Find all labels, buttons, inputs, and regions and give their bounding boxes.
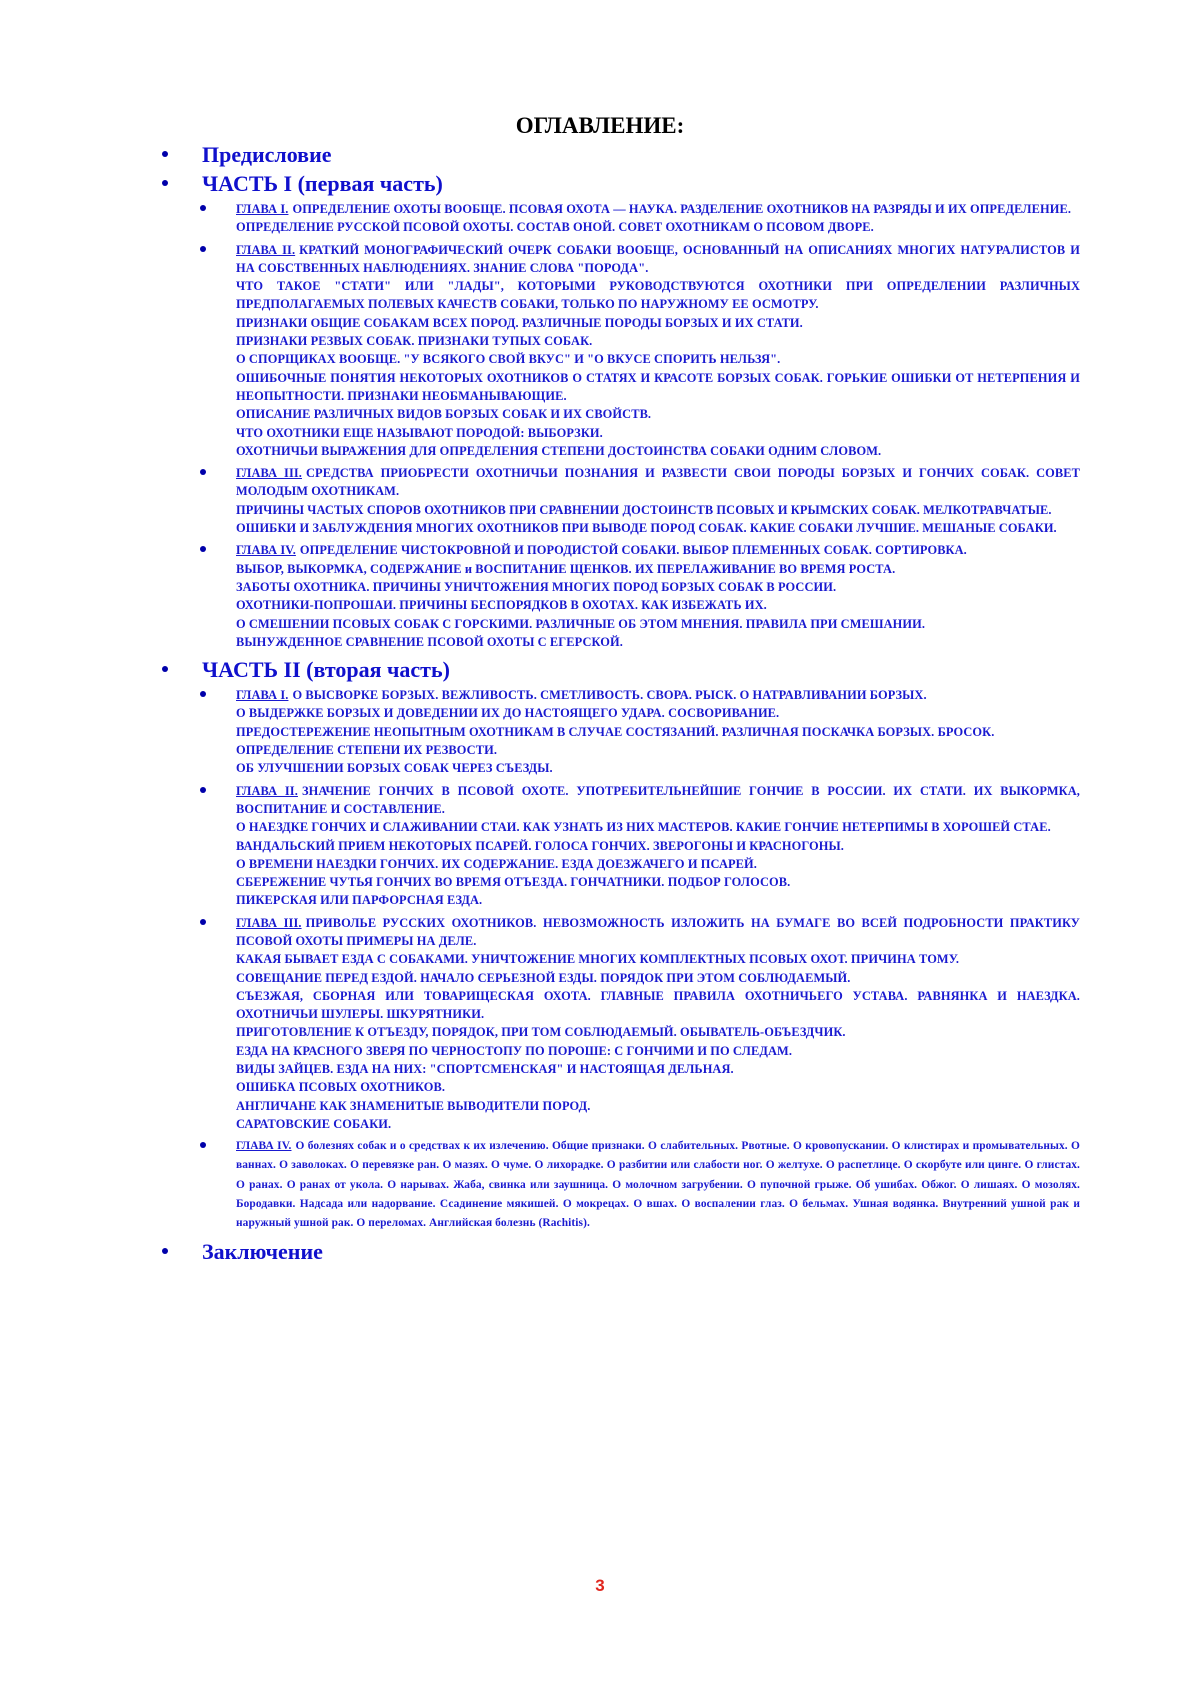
bullet-icon bbox=[200, 546, 206, 552]
chapter-line: ПРИЧИНЫ ЧАСТЫХ СПОРОВ ОХОТНИКОВ ПРИ СРАВНЕНИИ ДОСТОИНСТВ ПСОВЫХ И КРЫМСКИХ СОБАК. МЕЛКОТРАВЧАТЫЕ. bbox=[236, 502, 1052, 517]
part-title: Предисловие bbox=[202, 142, 332, 167]
toc-chapter bbox=[162, 541, 1080, 651]
chapter-line: ЗАБОТЫ ОХОТНИКА. ПРИЧИНЫ УНИЧТОЖЕНИЯ МНОГИХ ПОРОД БОРЗЫХ СОБАК В РОССИИ. bbox=[236, 579, 837, 594]
page-number: 3 bbox=[595, 1576, 605, 1595]
chapter-line: ОПРЕДЕЛЕНИЕ СТЕПЕНИ ИХ РЕЗВОСТИ. bbox=[236, 743, 498, 758]
chapter-line: ВЫНУЖДЕННОЕ СРАВНЕНИЕ ПСОВОЙ ОХОТЫ С ЕГЕРСКОЙ. bbox=[236, 634, 623, 649]
chapter-line: ПРИГОТОВЛЕНИЕ К ОТЪЕЗДУ, ПОРЯДОК, ПРИ ТОМ СОБЛЮДАЕМЫЙ. ОБЫВАТЕЛЬ-ОБЪЕЗДЧИК. bbox=[236, 1025, 846, 1040]
chapter-line: ОХОТНИКИ-ПОПРОШАИ. ПРИЧИНЫ БЕСПОРЯДКОВ В ОХОТАХ. КАК ИЗБЕЖАТЬ ИХ. bbox=[236, 598, 767, 613]
chapter-label: ГЛАВА I. bbox=[236, 688, 289, 703]
chapter-line: ПИКЕРСКАЯ ИЛИ ПАРФОРСНАЯ ЕЗДА. bbox=[236, 893, 483, 908]
toc-title: ОГЛАВЛЕНИЕ: bbox=[515, 113, 685, 138]
chapter-line: ОПРЕДЕЛЕНИЕ РУССКОЙ ПСОВОЙ ОХОТЫ. СОСТАВ ОНОЙ. СОВЕТ ОХОТНИКАМ О ПСОВОМ ДВОРЕ. bbox=[236, 220, 874, 235]
chapter-label: ГЛАВА II. bbox=[236, 783, 298, 798]
chapter-line: О СПОРЩИКАХ ВООБЩЕ. "У ВСЯКОГО СВОЙ ВКУС" И "О ВКУСЕ СПОРИТЬ НЕЛЬЗЯ". bbox=[236, 352, 781, 367]
toc-chapter bbox=[162, 464, 1080, 537]
chapter-line: ПРИЗНАКИ РЕЗВЫХ СОБАК. ПРИЗНАКИ ТУПЫХ СОБАК. bbox=[236, 334, 593, 349]
chapter-line bbox=[236, 914, 1080, 951]
chapter-line: ВЫБОР, ВЫКОРМКА, СОДЕРЖАНИЕ и ВОСПИТАНИЕ ЩЕНКОВ. ИХ ПЕРЕЛАЖИВАНИЕ ВО ВРЕМЯ РОСТА. bbox=[236, 561, 896, 576]
chapter-label: ГЛАВА IV. bbox=[236, 1140, 292, 1153]
chapter-line: ПРЕДОСТЕРЕЖЕНИЕ НЕОПЫТНЫМ ОХОТНИКАМ В СЛУЧАЕ СОСТЯЗАНИЙ. РАЗЛИЧНАЯ ПОСКАЧКА БОРЗЫХ. БРОСОК. bbox=[236, 724, 995, 739]
chapter-text: КРАТКИЙ МОНОГРАФИЧЕСКИЙ ОЧЕРК СОБАКИ ВООБЩЕ, ОСНОВАННЫЙ НА ОПИСАНИЯХ МНОГИХ НАТУРАЛИСТОВ И НА СОБСТВЕННЫХ НАБЛЮДЕНИЯХ. ЗНАНИЕ СЛОВА "ПОРОДА". bbox=[236, 242, 1080, 275]
chapter-list bbox=[162, 200, 1080, 651]
toc-part bbox=[162, 1237, 1080, 1266]
chapter-text: ОПРЕДЕЛЕНИЕ ЧИСТОКРОВНОЙ И ПОРОДИСТОЙ СОБАКИ. ВЫБОР ПЛЕМЕННЫХ СОБАК. СОРТИРОВКА. bbox=[299, 543, 967, 558]
toc-part bbox=[162, 655, 1080, 1233]
chapter-line bbox=[236, 782, 1080, 819]
chapter-line bbox=[236, 686, 1080, 704]
chapter-line: ОШИБКА ПСОВЫХ ОХОТНИКОВ. bbox=[236, 1080, 446, 1095]
chapter-line: КАКАЯ БЫВАЕТ ЕЗДА С СОБАКАМИ. УНИЧТОЖЕНИЕ МНОГИХ КОМПЛЕКТНЫХ ПСОВЫХ ОХОТ. ПРИЧИНА ТОМУ. bbox=[236, 952, 960, 967]
chapter-text: СРЕДСТВА ПРИОБРЕСТИ ОХОТНИЧЬИ ПОЗНАНИЯ И РАЗВЕСТИ СВОИ ПОРОДЫ БОРЗЫХ И ГОНЧИХ СОБАК. СОВЕТ МОЛОДЫМ ОХОТНИКАМ. bbox=[236, 466, 1080, 499]
chapter-line: ОБ УЛУЧШЕНИИ БОРЗЫХ СОБАК ЧЕРЕЗ СЪЕЗДЫ. bbox=[236, 761, 553, 776]
chapter-line: О ВЫДЕРЖКЕ БОРЗЫХ И ДОВЕДЕНИИ ИХ ДО НАСТОЯЩЕГО УДАРА. СОСВОРИВАНИЕ. bbox=[236, 706, 780, 721]
chapter-line bbox=[236, 464, 1080, 501]
bullet-icon bbox=[200, 246, 206, 252]
chapter-line: О ВРЕМЕНИ НАЕЗДКИ ГОНЧИХ. ИХ СОДЕРЖАНИЕ. ЕЗДА ДОЕЗЖАЧЕГО И ПСАРЕЙ. bbox=[236, 856, 757, 871]
part-title: Заключение bbox=[202, 1239, 323, 1265]
bullet-icon bbox=[200, 787, 206, 793]
chapter-line: О СМЕШЕНИИ ПСОВЫХ СОБАК С ГОРСКИМИ. РАЗЛИЧНЫЕ ОБ ЭТОМ МНЕНИЯ. ПРАВИЛА ПРИ СМЕШАНИИ. bbox=[236, 616, 926, 631]
bullet-icon bbox=[200, 919, 206, 925]
toc-chapter bbox=[162, 200, 1080, 237]
toc-chapter bbox=[162, 782, 1080, 910]
bullet-icon bbox=[200, 205, 206, 211]
chapter-line bbox=[236, 541, 1080, 559]
toc-part bbox=[162, 140, 1080, 169]
toc-part bbox=[162, 169, 1080, 651]
toc-chapter bbox=[162, 1137, 1080, 1233]
bullet-icon bbox=[200, 1142, 206, 1148]
chapter-line bbox=[236, 200, 1080, 218]
bullet-icon bbox=[200, 691, 206, 697]
chapter-line: ВИДЫ ЗАЙЦЕВ. ЕЗДА НА НИХ: "СПОРТСМЕНСКАЯ" И НАСТОЯЩАЯ ДЕЛЬНАЯ. bbox=[236, 1062, 734, 1077]
chapter-label: ГЛАВА II. bbox=[236, 242, 296, 257]
chapter-line: ОШИБОЧНЫЕ ПОНЯТИЯ НЕКОТОРЫХ ОХОТНИКОВ О СТАТЯХ И КРАСОТЕ БОРЗЫХ СОБАК. ГОРЬКИЕ ОШИБКИ ОТ НЕТЕРПЕНИЯ И НЕОПЫТНОСТИ. ПРИЗНАКИ НЕОБМАНЫВАЮЩИЕ. bbox=[236, 370, 1080, 403]
chapter-text: О ВЫСВОРКЕ БОРЗЫХ. ВЕЖЛИВОСТЬ. СМЕТЛИВОСТЬ. СВОРА. РЫСК. О НАТРАВЛИВАНИИ БОРЗЫХ. bbox=[292, 688, 927, 703]
chapter-line: ОХОТНИЧЬИ ВЫРАЖЕНИЯ ДЛЯ ОПРЕДЕЛЕНИЯ СТЕПЕНИ ДОСТОИНСТВА СОБАКИ ОДНИМ СЛОВОМ. bbox=[236, 443, 882, 458]
chapter-line: ОШИБКИ И ЗАБЛУЖДЕНИЯ МНОГИХ ОХОТНИКОВ ПРИ ВЫВОДЕ ПОРОД СОБАК. КАКИЕ СОБАКИ ЛУЧШИЕ. МЕШАНЫЕ СОБАКИ. bbox=[236, 521, 1057, 536]
chapter-line: СБЕРЕЖЕНИЕ ЧУТЬЯ ГОНЧИХ ВО ВРЕМЯ ОТЪЕЗДА. ГОНЧАТНИКИ. ПОДБОР ГОЛОСОВ. bbox=[236, 875, 791, 890]
chapter-text: ЗНАЧЕНИЕ ГОНЧИХ В ПСОВОЙ ОХОТЕ. УПОТРЕБИТЕЛЬНЕЙШИЕ ГОНЧИЕ В РОССИИ. ИХ СТАТИ. ИХ ВЫКОРМКА, ВОСПИТАНИЕ И СОСТАВЛЕНИЕ. bbox=[236, 783, 1080, 816]
chapter-line: ОПИСАНИЕ РАЗЛИЧНЫХ ВИДОВ БОРЗЫХ СОБАК И ИХ СВОЙСТВ. bbox=[236, 407, 652, 422]
toc-chapter bbox=[162, 686, 1080, 777]
toc-list bbox=[162, 140, 1080, 1266]
part-title: ЧАСТЬ I (первая часть) bbox=[202, 171, 443, 196]
chapter-text: ПРИВОЛЬЕ РУССКИХ ОХОТНИКОВ. НЕВОЗМОЖНОСТЬ ИЗЛОЖИТЬ НА БУМАГЕ ВО ВСЕЙ ПОДРОБНОСТИ ПРАКТИКУ ПСОВОЙ ОХОТЫ ПРИМЕРЫ НА ДЕЛЕ. bbox=[236, 915, 1080, 948]
bullet-icon bbox=[162, 1248, 168, 1254]
chapter-label: ГЛАВА III. bbox=[236, 915, 302, 930]
chapter-label: ГЛАВА I. bbox=[236, 202, 289, 216]
bullet-icon bbox=[162, 666, 168, 672]
chapter-line: САРАТОВСКИЕ СОБАКИ. bbox=[236, 1116, 392, 1131]
chapter-line: ЕЗДА НА КРАСНОГО ЗВЕРЯ ПО ЧЕРНОСТОПУ ПО ПОРОШЕ: С ГОНЧИМИ И ПО СЛЕДАМ. bbox=[236, 1043, 793, 1058]
chapter-line: ПРИЗНАКИ ОБЩИЕ СОБАКАМ ВСЕХ ПОРОД. РАЗЛИЧНЫЕ ПОРОДЫ БОРЗЫХ И ИХ СТАТИ. bbox=[236, 315, 803, 330]
chapter-line: СОВЕЩАНИЕ ПЕРЕД ЕЗДОЙ. НАЧАЛО СЕРЬЕЗНОЙ ЕЗДЫ. ПОРЯДОК ПРИ ЭТОМ СОБЛЮДАЕМЫЙ. bbox=[236, 970, 851, 985]
chapter-text: ОПРЕДЕЛЕНИЕ ОХОТЫ ВООБЩЕ. ПСОВАЯ ОХОТА — НАУКА. РАЗДЕЛЕНИЕ ОХОТНИКОВ НА РАЗРЯДЫ И ИХ ОПРЕДЕЛЕНИЕ. bbox=[292, 202, 1072, 216]
chapter-label: ГЛАВА III. bbox=[236, 466, 302, 481]
chapter-line: СЪЕЗЖАЯ, СБОРНАЯ ИЛИ ТОВАРИЩЕСКАЯ ОХОТА. ГЛАВНЫЕ ПРАВИЛА ОХОТНИЧЬЕГО УСТАВА. РАВНЯНКА И НАЕЗДКА. ОХОТНИЧЬИ ШУЛЕРЫ. ШКУРЯТНИКИ. bbox=[236, 988, 1080, 1022]
bullet-icon bbox=[200, 469, 206, 475]
bullet-icon bbox=[162, 151, 168, 157]
toc-chapter bbox=[162, 241, 1080, 461]
chapter-line: О НАЕЗДКЕ ГОНЧИХ И СЛАЖИВАНИИ СТАИ. КАК УЗНАТЬ ИЗ НИХ МАСТЕРОВ. КАКИЕ ГОНЧИЕ НЕТЕРПИМЫ В ХОРОШЕЙ СТАЕ. bbox=[236, 820, 1051, 835]
chapter-line: ЧТО ТАКОЕ "СТАТИ" ИЛИ "ЛАДЫ", КОТОРЫМИ РУКОВОДСТВУЮТСЯ ОХОТНИКИ ПРИ ОПРЕДЕЛЕНИИ РАЗЛИЧНЫХ ПРЕДПОЛАГАЕМЫХ ПОЛЕВЫХ КАЧЕСТВ СОБАКИ, ТОЛЬКО ПО НАРУЖНОМУ ЕЕ ОСМОТРУ. bbox=[236, 279, 1080, 312]
chapter-line: ВАНДАЛЬСКИЙ ПРИЕМ НЕКОТОРЫХ ПСАРЕЙ. ГОЛОСА ГОНЧИХ. ЗВЕРОГОНЫ И КРАСНОГОНЫ. bbox=[236, 838, 844, 853]
chapter-list bbox=[162, 686, 1080, 1233]
chapter-line: АНГЛИЧАНЕ КАК ЗНАМЕНИТЫЕ ВЫВОДИТЕЛИ ПОРОД. bbox=[236, 1098, 591, 1113]
part-title: ЧАСТЬ II (вторая часть) bbox=[202, 657, 450, 683]
chapter-line bbox=[236, 241, 1080, 278]
chapter-text: О болезнях собак и о средствах к их излечению. Общие признаки. О слабительных. Рвотные. О кровопускании. О клистирах и промывательных. О ваннах. О заволоках. О перевязке ран. О мазях. О чуме. О лихорадке. О разбитии или слабости ног. О желтухе. О распетлице. О скорбуте или цинге. О глистах. О ранах. О ранах от укола. О нарывах. Жаба, свинка или заушница. О молочном загрубении. О пупочной грыже. Об ушибах. Обжог. О лишаях. О мозолях. Бородавки. Надсада или надорвание. Ссадинение мякишей. О мокрецах. О вшах. О воспалении глаз. О бельмах. Ушная водянка. Внутренний ушной рак и наружный ушной рак. О переломах. Английская болезнь (Rachitis). bbox=[236, 1140, 1080, 1230]
bullet-icon bbox=[162, 180, 168, 186]
toc-chapter bbox=[162, 914, 1080, 1134]
chapter-line: ЧТО ОХОТНИКИ ЕЩЕ НАЗЫВАЮТ ПОРОДОЙ: ВЫБОРЗКИ. bbox=[236, 425, 603, 440]
chapter-label: ГЛАВА IV. bbox=[236, 543, 296, 558]
chapter-line bbox=[236, 1137, 1080, 1233]
